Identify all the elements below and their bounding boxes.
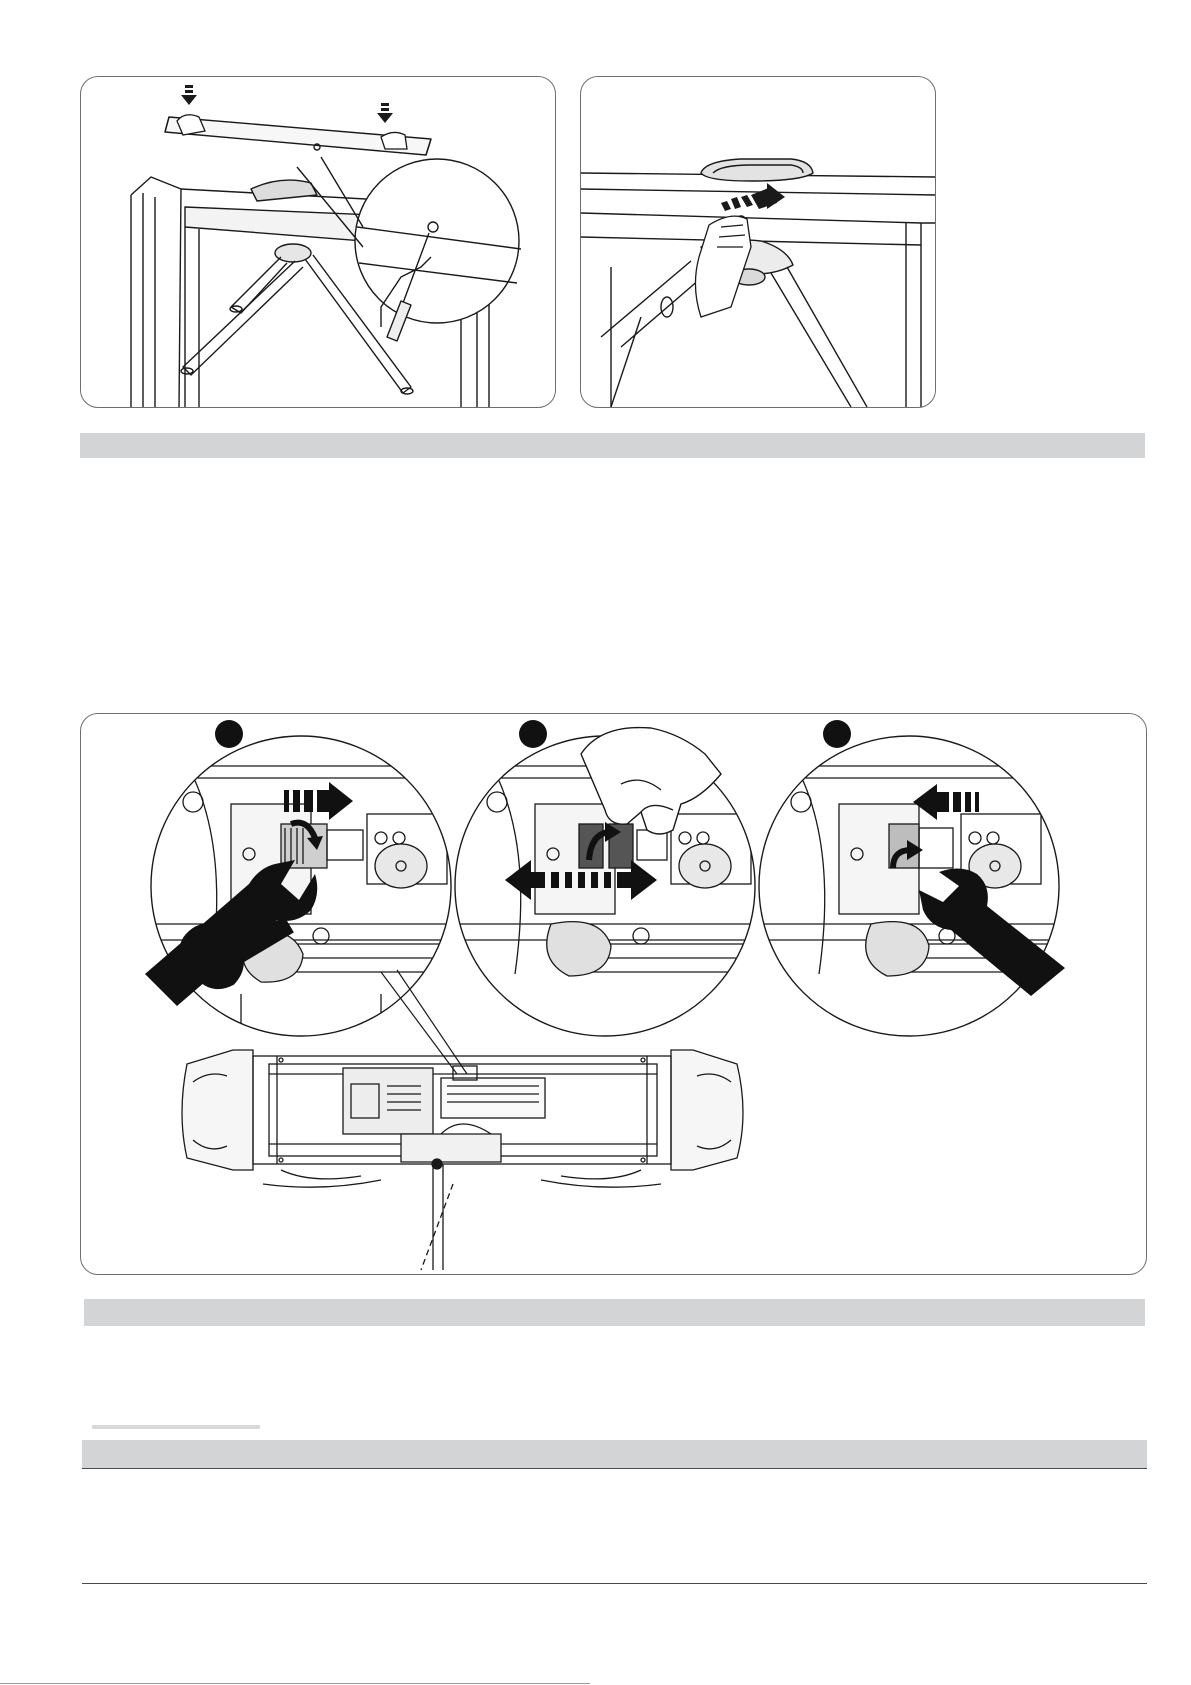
step-2-marker [519, 720, 547, 748]
turnstile-top-view-icon [182, 1050, 743, 1270]
step-2-detail [445, 720, 765, 1036]
step-1-marker [215, 720, 243, 748]
table-bottom-rule [82, 1583, 1147, 1584]
info-table [82, 1440, 1147, 1585]
table-header [82, 1440, 1147, 1469]
figure-cover-removal-left [80, 76, 556, 408]
adjustment-steps-illustration [81, 714, 1146, 1274]
step-3-detail [749, 720, 1069, 1036]
figure-cover-removal-right [580, 76, 936, 408]
section-header-bar [84, 1299, 1145, 1326]
hand-icon [695, 216, 751, 317]
step-3-marker [823, 720, 851, 748]
step-1-detail [141, 720, 461, 1044]
push-down-arrow-icon [181, 85, 393, 123]
section-header-bar [80, 433, 1145, 458]
figure-adjustment [80, 713, 1147, 1275]
turn-arrow-icon [721, 183, 785, 211]
footer-rule [0, 1683, 590, 1684]
table-body [82, 1469, 1147, 1583]
subsection-underline [92, 1425, 260, 1429]
lock-release-illustration [581, 77, 935, 407]
turnstile-cover-illustration [81, 77, 555, 407]
